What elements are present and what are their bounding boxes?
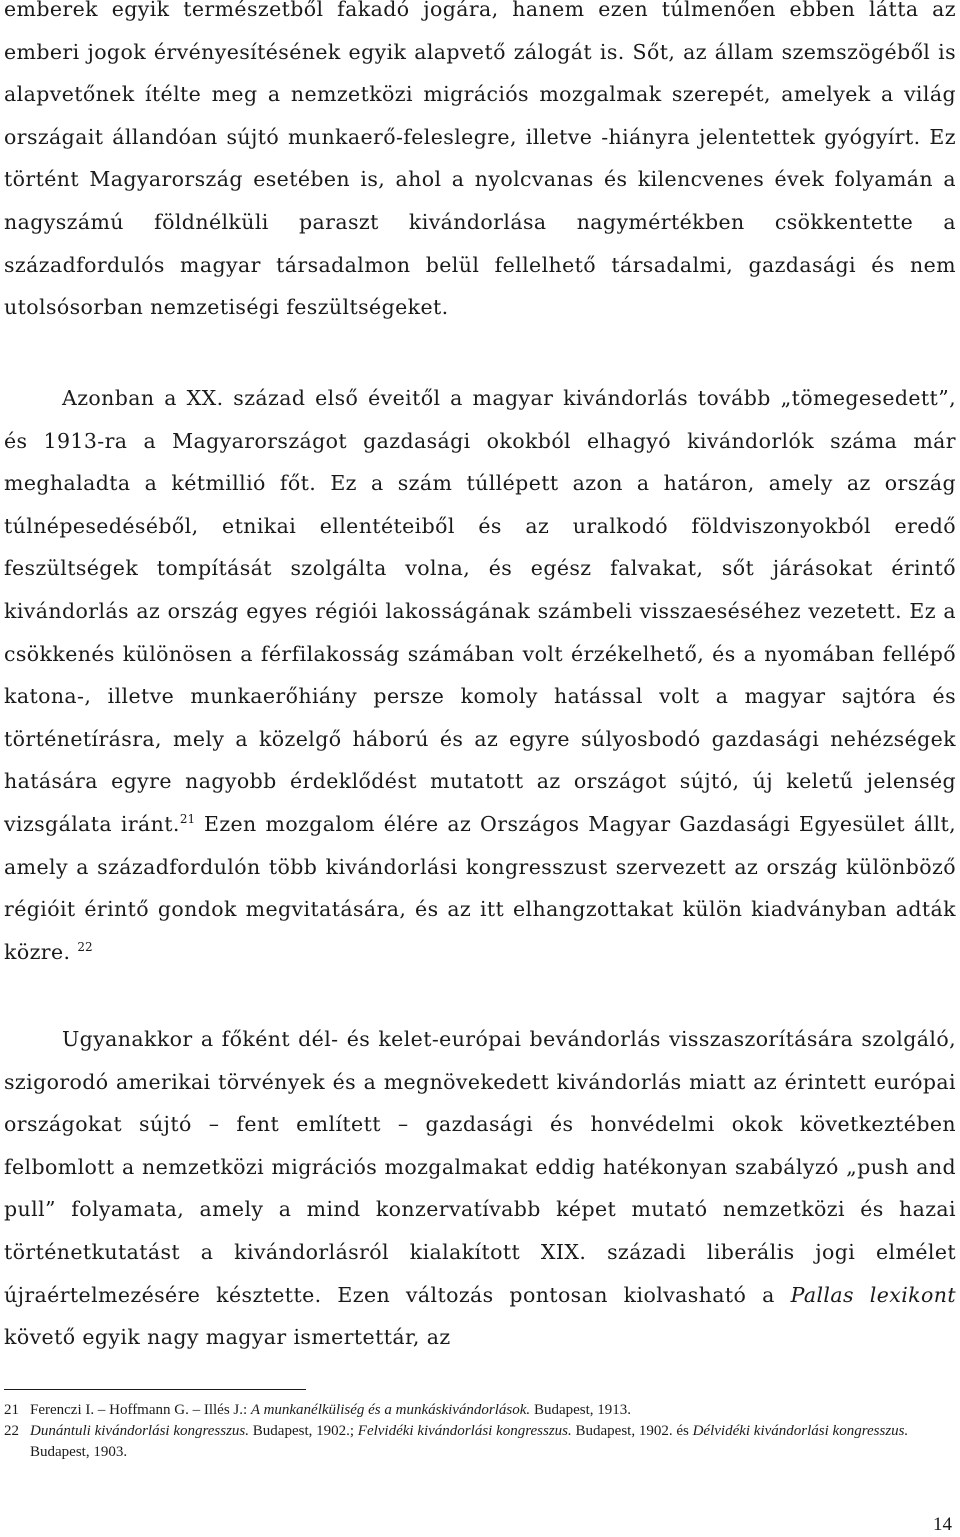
footnote-segment-italic: A munkanélküliség és a munkáskivándorlások. bbox=[250, 1402, 531, 1418]
paragraph-3 bbox=[4, 1018, 956, 1359]
paragraph-2 bbox=[4, 377, 956, 973]
footnote-segment: Budapest, 1902. és bbox=[571, 1423, 693, 1439]
footnote-segment: Budapest, 1902.; bbox=[249, 1423, 358, 1439]
footnote-ref-21[interactable]: 21 bbox=[179, 812, 196, 827]
paragraph-3-text-a: Ugyanakkor a főként dél- és kelet-európai bevándorlás visszaszorítására szolgáló, szigorodó amerikai törvények és a megnövekedett kivándorlás miatt az érintett európai országokat sújtó – fent említett – gazdasági és honvédelmi okok következtében felbomlott a nemzetközi migrációs mozgalmakat eddig hatékonyan szabályzó „push and pull” folyamata, amely a mind konzervatívabb képet mutató nemzetközi és hazai történetkutatást a kivándorlásról kialakított XIX. századi liberális jogi elmélet újraértelmezésére késztette. Ezen változás pontosan kiolvasható a bbox=[4, 1027, 956, 1307]
footnote-number: 22 bbox=[4, 1423, 19, 1439]
footnotes bbox=[4, 1400, 956, 1463]
footnote-segment: Budapest, 1913. bbox=[530, 1402, 632, 1418]
page-number: 14 bbox=[933, 1514, 952, 1535]
footnote-segment-italic: Felvidéki kivándorlási kongresszus. bbox=[357, 1423, 572, 1439]
footnote-segment-italic: Délvidéki kivándorlási kongresszus. bbox=[692, 1423, 909, 1439]
footnote-21 bbox=[4, 1400, 956, 1421]
footnote-text bbox=[30, 1400, 956, 1421]
footnote-segment: Ferenczi I. – Hoffmann G. – Illés J.: bbox=[30, 1402, 251, 1418]
paragraph-3-italic-title: Pallas lexikont bbox=[790, 1282, 956, 1307]
footnote-separator bbox=[4, 1389, 306, 1390]
paragraph-2-text-a: Azonban a XX. század első éveitől a magyar kivándorlás tovább „tömegesedett”, és 1913-ra a Magyarországot gazdasági okokból elhagyó kivándorlók száma már meghaladta a kétmillió főt. Ez a szám túllépett azon a határon, amely az ország túlnépesedéséből, etnikai ellentéteiből és az uralkodó földviszonyokból eredő feszültségek tompítását szolgálta volna, és egész falvakat, sőt járásokat érintő kivándorlás az ország egyes régiói lakosságának számbeli visszaeséséhez vezetett. Ez a csökkenés különösen a férfilakosság számában volt érzékelhető, és a nyomában fellépő katona-, illetve munkaerőhiány persze komoly hatással volt a magyar sajtóra és történetírásra, mely a közelgő háború és az egyre súlyosbodó gazdasági nehézségek hatására egyre nagyobb érdeklődést mutatott az országot sújtó, új keletű jelenség vizsgálata iránt. bbox=[4, 386, 956, 836]
paragraph-2-text-b: Ezen mozgalom élére az Országos Magyar Gazdasági Egyesület állt, amely a századfordulón több kivándorlási kongresszust szervezett az ország különböző régióit érintő gondok megvitatására, és az itt elhangzottakat külön kiadványban adták közre. bbox=[4, 811, 956, 964]
paragraph-1-text: emberek egyik természetből fakadó jogára, hanem ezen túlmenően ebben látta az emberi jogok érvényesítésének egyik alapvető zálogát is. Sőt, az állam szemszögéből is alapvetőnek ítélte meg a nemzetközi migrációs mozgalmak szerepét, amelyek a világ országait állandóan sújtó munkaerő-feleslegre, illetve -hiányra jelentettek gyógyírt. Ez történt Magyarország esetében is, ahol a nyolcvanas és kilencvenes évek folyamán a nagyszámú földnélküli paraszt kivándorlása nagymértékben csökkentette a századfordulós magyar társadalmon belül fellelhető társadalmi, gazdasági és nem utolsósorban nemzetiségi feszültségeket. bbox=[4, 0, 956, 320]
footnote-segment: Budapest, 1903. bbox=[30, 1444, 128, 1460]
paragraph-1 bbox=[4, 0, 956, 329]
footnote-text bbox=[30, 1421, 956, 1463]
footnote-number: 21 bbox=[4, 1402, 19, 1418]
footnote-segment-italic: Dunántuli kivándorlási kongresszus. bbox=[30, 1423, 250, 1439]
footnote-22 bbox=[4, 1421, 956, 1463]
footnote-ref-22[interactable]: 22 bbox=[77, 939, 93, 954]
paragraph-3-text-b: követő egyik nagy magyar ismertettár, az bbox=[4, 1325, 451, 1350]
